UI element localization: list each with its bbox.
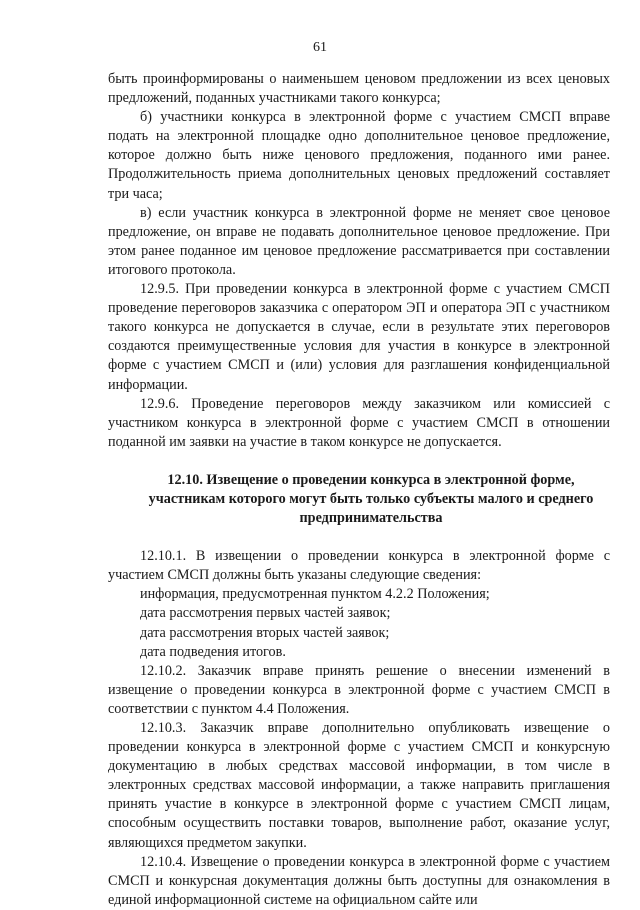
paragraph: б) участники конкурса в электронной форме с участием СМСП вправе подать на электронной площадке одно дополнительное ценовое предложение, которое должно быть ниже ценового предложения, поданного ими ранее. Продолжительность приема дополнительных ценовых предложений составляет три часа; xyxy=(108,109,610,202)
list-item: информация, предусмотренная пунктом 4.2.2 Положения; xyxy=(140,586,490,603)
paragraph-12-9-6: 12.9.6. Проведение переговоров между заказчиком или комиссией с участником конкурса в электронной форме с участием СМСП в отношении поданной им заявки на участие в таком конкурсе не допускается. xyxy=(108,395,610,450)
list-item: дата подведения итогов. xyxy=(140,643,286,660)
section-heading: 12.10. Извещение о проведении конкурса в электронной форме, участникам которого могут быть только субъекты малого и среднего предпринимательства xyxy=(148,471,594,527)
list-item: дата рассмотрения вторых частей заявок; xyxy=(140,624,390,641)
paragraph: быть проинформированы о наименьшем ценовом предложении из всех ценовых предложений, поданных участниками такого конкурса; xyxy=(108,71,610,107)
document-body xyxy=(108,70,610,910)
paragraph-12-10-1: 12.10.1. В извещении о проведении конкурса в электронной форме с участием СМСП должны быть указаны следующие сведения: xyxy=(108,548,610,584)
paragraph-12-10-4: 12.10.4. Извещение о проведении конкурса в электронной форме с участием СМСП и конкурсная документация должны быть доступны для ознакомления в единой информационной системе на официальном сайте или xyxy=(108,853,610,908)
page-number: 61 xyxy=(313,40,327,55)
paragraph-12-10-3: 12.10.3. Заказчик вправе дополнительно опубликовать извещение о проведении конкурса в электронной форме с участием СМСП и конкурсную документацию в любых средствах массовой информации, в том числе в электронных средствах массовой информации, а также направить приглашения принять участие в конкурсе в электронной форме с участием СМСП лицам, способным осуществить поставки товаров, выполнение работ, оказание услуг, являющихся предметом закупки. xyxy=(108,720,610,851)
list-item: дата рассмотрения первых частей заявок; xyxy=(140,605,391,622)
paragraph-12-10-2: 12.10.2. Заказчик вправе принять решение о внесении изменений в извещение о проведении конкурса в электронной форме с участием СМСП в соответствии с пунктом 4.4 Положения. xyxy=(108,662,610,717)
paragraph-12-9-5: 12.9.5. При проведении конкурса в электронной форме с участием СМСП проведение переговоров заказчика с оператором ЭП и оператора ЭП с участником такого конкурса не допускается в случае, если в результате этих переговоров создаются преимущественные условия для участия в конкурсе в электронной форме с участием СМСП и (или) условия для разглашения конфиденциальной информации. xyxy=(108,281,610,393)
paragraph: в) если участник конкурса в электронной форме не меняет свое ценовое предложение, он вправе не подавать дополнительное ценовое предложение. При этом ранее поданное им ценовое предложение рассматривается при составлении итогового протокола. xyxy=(108,204,610,278)
